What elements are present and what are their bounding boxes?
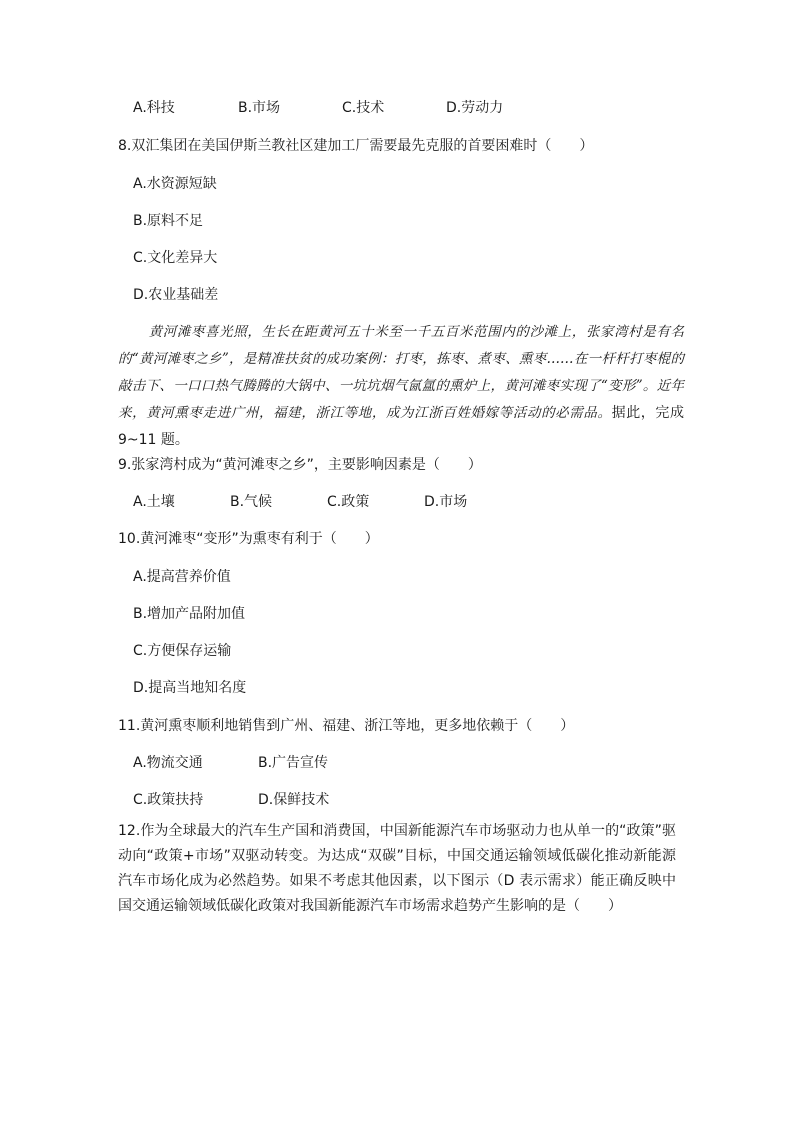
q11-option-a: A.物流交通 bbox=[133, 755, 203, 771]
q10-stem: 10.黄河滩枣“变形”为熏枣有利于（ ） bbox=[118, 531, 379, 547]
passage-body: 黄河滩枣喜光照，生长在距黄河五十米至一千五百米范围内的沙滩上，张家湾村是有名的“黄河滩枣之乡”，是精准扶贫的成功案例：打枣，拣枣、煮枣、熏枣……在一杆杆打枣棍的敲击下、一口口热气腾腾的大锅中、一坑坑烟气氤氲的熏炉上，黄河滩枣实现了“变形”。近年来，黄河熏枣走进广州，福建，浙江等地，成为江浙百姓婚嫁等活动的必需品。 bbox=[118, 324, 684, 421]
q8-stem: 8.双汇集团在美国伊斯兰教社区建加工厂需要最先克服的首要困难时（ ） bbox=[118, 138, 594, 154]
q9-option-a: A.土壤 bbox=[133, 494, 175, 510]
q11-option-c: C.政策扶持 bbox=[133, 792, 204, 808]
q8-option-c: C.文化差异大 bbox=[133, 250, 218, 266]
passage-instruction: 据此，完成 9~11 题。 bbox=[118, 405, 685, 448]
q7-option-b: B.市场 bbox=[238, 100, 281, 116]
q8-option-d: D.农业基础差 bbox=[133, 287, 219, 303]
q10-option-a: A.提高营养价值 bbox=[133, 569, 231, 585]
q7-option-c: C.技术 bbox=[342, 100, 385, 116]
q11-option-d: D.保鲜技术 bbox=[258, 792, 330, 808]
q10-option-d: D.提高当地知名度 bbox=[133, 680, 247, 696]
q9-option-c: C.政策 bbox=[327, 494, 370, 510]
q9-option-d: D.市场 bbox=[424, 494, 468, 510]
q8-option-b: B.原料不足 bbox=[133, 213, 204, 229]
q7-option-a: A.科技 bbox=[133, 100, 175, 116]
q10-option-b: B.增加产品附加值 bbox=[133, 606, 246, 622]
reading-passage bbox=[118, 319, 684, 454]
q10-option-c: C.方便保存运输 bbox=[133, 643, 232, 659]
q11-stem: 11.黄河熏枣顺利地销售到广州、福建、浙江等地，更多地依赖于（ ） bbox=[118, 718, 575, 734]
q12-stem: 12.作为全球最大的汽车生产国和消费国，中国新能源汽车市场驱动力也从单一的“政策”驱动向“政策+市场”双驱动转变。为达成“双碳”目标，中国交通运输领域低碳化推动新能源汽车市场化成为必然趋势。如果不考虑其他因素，以下图示（D 表示需求）能正确反映中国交通运输领域低碳化政策对我国新能源汽车市场需求趋势产生影响的是（ ） bbox=[118, 823, 676, 914]
q11-option-b: B.广告宣传 bbox=[258, 755, 329, 771]
q7-option-d: D.劳动力 bbox=[446, 100, 504, 116]
q9-option-b: B.气候 bbox=[230, 494, 273, 510]
q9-stem: 9.张家湾村成为“黄河滩枣之乡”，主要影响因素是（ ） bbox=[118, 457, 482, 473]
q8-option-a: A.水资源短缺 bbox=[133, 176, 217, 192]
